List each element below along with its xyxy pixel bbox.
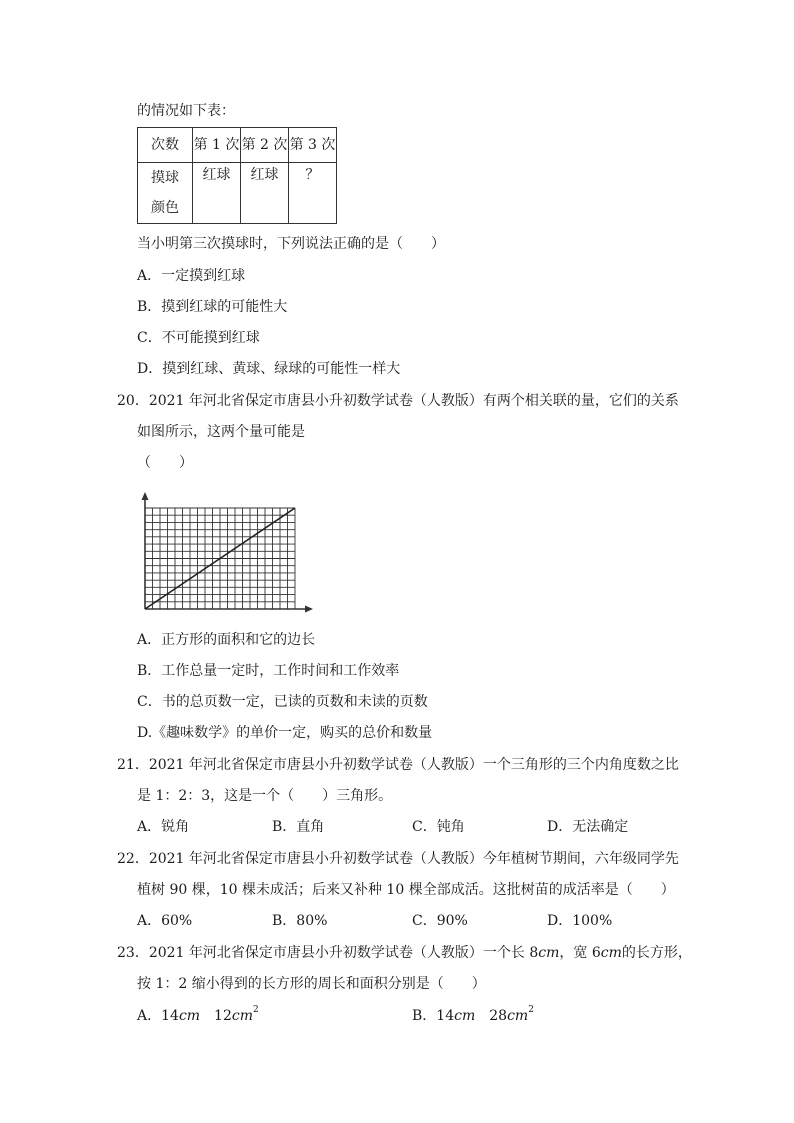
q20-stem-line2: 如图所示，这两个量可能是	[137, 424, 305, 440]
q22-option-c: C．90%	[412, 913, 468, 929]
q23-text-b: ，宽 6	[559, 945, 601, 961]
q23-unit-cm: cm	[538, 945, 560, 961]
q22-stem-line1: 22．2021 年河北省保定市唐县小升初数学试卷（人教版）今年植树节期间，六年级同学先	[117, 851, 679, 867]
q23-superscript: 2	[253, 1005, 259, 1015]
intro-text: 的情况如下表：	[137, 103, 235, 119]
table-row	[138, 163, 337, 224]
q23-unit-cm: cm	[507, 1008, 529, 1024]
table-cell: 红球	[193, 163, 241, 224]
q22-option-d: D．100%	[547, 913, 613, 929]
q19-option-b: B．摸到红球的可能性大	[137, 299, 288, 315]
table-cell	[138, 163, 193, 224]
q23-unit-cm: cm	[454, 1008, 476, 1024]
q23-option-b	[412, 1006, 534, 1026]
q23-text-a: 23．2021 年河北省保定市唐县小升初数学试卷（人教版）一个长 8	[117, 945, 539, 961]
q23-unit-cm: cm	[600, 945, 622, 961]
table-cell: 红球	[241, 163, 289, 224]
q22-option-a: A．60%	[137, 913, 193, 929]
q23-unit-cm: cm	[231, 1008, 254, 1024]
q20-stem-line1: 20．2021 年河北省保定市唐县小升初数学试卷（人教版）有两个相关联的量，它们的关系	[117, 393, 679, 409]
q20-option-a: A．正方形的面积和它的边长	[137, 632, 316, 648]
q21-stem-line2: 是 1：2：3，这是一个（ ）三角形。	[137, 788, 393, 804]
table-header-cell: 第 3 次	[289, 128, 337, 163]
q19-option-c: C．不可能摸到红球	[137, 330, 260, 346]
q19-option-d: D．摸到红球、黄球、绿球的可能性一样大	[137, 361, 401, 377]
q22-stem-line2: 植树 90 棵，10 棵未成活；后来又补种 10 棵全部成活。这批树苗的成活率是（ ）	[137, 882, 675, 898]
q23-text-c: 的长方形，	[621, 945, 692, 961]
q23-stem-line1	[117, 943, 692, 963]
q23-option-b-area: 28	[475, 1008, 508, 1024]
q21-stem-line1: 21．2021 年河北省保定市唐县小升初数学试卷（人教版）一个三角形的三个内角度数之比	[117, 757, 679, 773]
relationship-graph	[135, 487, 315, 617]
table-header-cell: 次数	[138, 128, 193, 163]
q19-option-a: A．一定摸到红球	[137, 268, 246, 284]
q20-answer-paren: （ ）	[137, 455, 193, 471]
table-header-cell: 第 2 次	[241, 128, 289, 163]
q21-option-a: A．锐角	[137, 819, 190, 835]
x-axis-arrow	[305, 606, 313, 613]
q23-option-a-area: 12	[200, 1008, 232, 1024]
q22-option-b: B．80%	[272, 913, 328, 929]
q23-superscript: 2	[528, 1005, 534, 1015]
q23-unit-cm: cm	[178, 1008, 201, 1024]
q23-stem-line2: 按 1：2 缩小得到的长方形的周长和面积分别是（ ）	[137, 976, 486, 992]
table-cell: ？	[289, 163, 337, 224]
q20-option-c: C．书的总页数一定，已读的页数和未读的页数	[137, 694, 428, 710]
q21-option-c: C．钝角	[412, 819, 465, 835]
q21-option-b: B．直角	[272, 819, 325, 835]
table-header-cell: 第 1 次	[193, 128, 241, 163]
table-header-row	[138, 128, 337, 163]
q23-option-b-perimeter: B．14	[412, 1008, 455, 1024]
y-axis-arrow	[142, 492, 149, 500]
q23-option-a	[137, 1006, 259, 1026]
q20-option-d: D.《趣味数学》的单价一定，购买的总价和数量	[137, 725, 433, 741]
q19-stem: 当小明第三次摸球时，下列说法正确的是（ ）	[137, 236, 445, 252]
q23-option-a-perimeter: A．14	[137, 1008, 179, 1024]
q20-option-b: B．工作总量一定时，工作时间和工作效率	[137, 663, 400, 679]
table-cell-text: 摸球颜色	[151, 170, 179, 216]
draw-result-table	[137, 127, 337, 224]
q21-option-d: D．无法确定	[547, 819, 629, 835]
